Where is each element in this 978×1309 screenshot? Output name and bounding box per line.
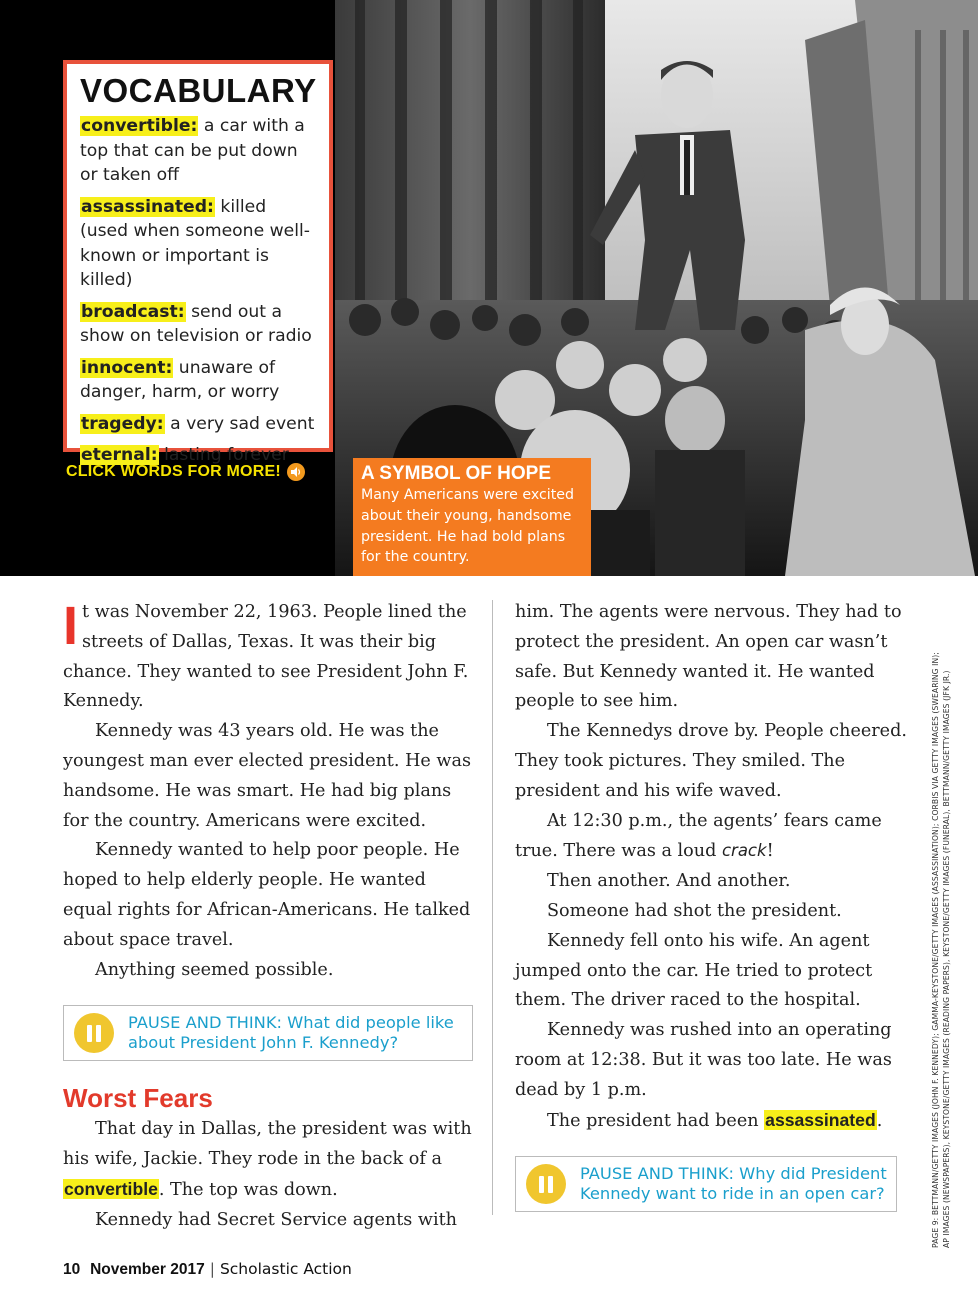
article-column-left xyxy=(63,598,477,1236)
vocab-definition: a car with a top that can be put down or taken off xyxy=(80,116,305,185)
paragraph: Kennedy wanted to help poor people. He hoped to help elderly people. He wanted equal rights for African-Americans. He talked about space travel. xyxy=(63,840,471,950)
vocabulary-title: VOCABULARY xyxy=(80,72,317,109)
credits-line: PAGE 9: BETTMANN/GETTY IMAGES (JOHN F. KENNEDY); GAMMA-KEYSTONE/GETTY IMAGES (ASSASSINATION); CORBIS VIA GETTY IMAGES (SWEARING IN); xyxy=(931,651,940,1248)
caption-title: A SYMBOL OF HOPE xyxy=(361,463,552,484)
hero-section xyxy=(0,0,978,576)
click-words-button[interactable] xyxy=(66,463,305,481)
vocab-entry-assassinated[interactable] xyxy=(80,195,317,293)
click-words-label: CLICK WORDS FOR MORE! xyxy=(66,463,281,480)
paragraph: Kennedy fell onto his wife. An agent jumped onto the car. He tried to protect them. The driver raced to the hospital. xyxy=(515,930,873,1011)
vocab-term[interactable]: convertible: xyxy=(81,116,198,136)
paragraph: The Kennedys drove by. People cheered. They took pictures. They smiled. The president and his wife waved. xyxy=(515,721,907,801)
vocabulary-box xyxy=(63,60,333,465)
page-footer xyxy=(63,1260,352,1279)
vocab-link-convertible[interactable]: convertible xyxy=(64,1178,158,1199)
column-divider xyxy=(492,600,493,1215)
vocab-definition: send out a show on television or radio xyxy=(80,301,312,346)
vocab-entry-convertible[interactable] xyxy=(80,114,317,188)
pause-question: PAUSE AND THINK: Why did President Kennedy want to ride in an open car? xyxy=(580,1164,887,1204)
photo-caption xyxy=(353,458,591,576)
vocab-definition: a very sad event xyxy=(164,413,315,434)
vocab-term[interactable]: eternal: xyxy=(81,445,158,465)
caption-text: Many Americans were excited about their young, handsome president. He had bold plans for the country. xyxy=(361,487,575,566)
paragraph: That day in Dallas, the president was with his wife, Jackie. They rode in the back of a convertible. The top was down. xyxy=(63,1119,472,1200)
vocab-term[interactable]: assassinated: xyxy=(81,196,214,217)
paragraph: Kennedy was rushed into an operating room at 12:38. But it was too late. He was dead by 1 p.m. xyxy=(515,1020,892,1100)
italic-word: crack xyxy=(721,841,767,861)
photo-credits xyxy=(930,588,952,1248)
pause-icon xyxy=(74,1013,114,1053)
vocab-definition: unaware of danger, harm, or worry xyxy=(80,357,280,402)
section-heading: Worst Fears xyxy=(63,1083,213,1114)
paragraph: Then another. And another. xyxy=(547,871,791,892)
pause-and-think-box xyxy=(515,1156,897,1212)
vocab-entry-innocent[interactable] xyxy=(80,356,317,405)
publication-name: Scholastic Action xyxy=(219,1260,352,1278)
credits-line: AP IMAGES (NEWSPAPERS), KEYSTONE/GETTY IMAGES (READING PAPERS), KEYSTONE/GETTY IMAGES (FUNERAL), BETTMANN/GETTY IMAGES (JFK JR.) xyxy=(942,670,951,1248)
drop-cap: I xyxy=(63,596,79,656)
paragraph: Anything seemed possible. xyxy=(95,959,334,980)
vocab-definition: lasting forever xyxy=(158,445,289,465)
vocab-link-assassinated[interactable]: assassinated xyxy=(765,1109,876,1130)
pause-icon xyxy=(526,1164,566,1204)
vocab-term[interactable]: broadcast: xyxy=(81,301,185,322)
article-column-right xyxy=(515,598,927,1212)
vocab-term[interactable]: innocent: xyxy=(81,357,173,378)
speaker-icon[interactable] xyxy=(287,463,305,481)
paragraph: Kennedy had Secret Service agents with xyxy=(95,1209,458,1230)
paragraph: At 12:30 p.m., the agents’ fears came true. There was a loud crack! xyxy=(515,810,882,862)
page-number: 10 xyxy=(63,1261,81,1278)
vocab-entry-broadcast[interactable] xyxy=(80,300,317,349)
paragraph: The president had been assassinated. xyxy=(547,1109,883,1131)
paragraph: It was November 22, 1963. People lined the streets of Dallas, Texas. It was their big chance. They wanted to see President John F. Kennedy. xyxy=(63,596,469,712)
vocab-entry-tragedy[interactable] xyxy=(80,412,317,437)
pause-and-think-box xyxy=(63,1005,473,1061)
vocab-definition: killed (used when someone well-known or important is killed) xyxy=(80,196,311,290)
vocab-term[interactable]: tragedy: xyxy=(81,413,164,434)
pause-question: PAUSE AND THINK: What did people like about President John F. Kennedy? xyxy=(128,1013,454,1053)
footer-separator: | xyxy=(209,1260,215,1278)
issue-date: November 2017 xyxy=(90,1261,205,1278)
paragraph: him. The agents were nervous. They had to protect the president. An open car wasn’t safe. But Kennedy wanted it. He wanted people to see him. xyxy=(515,602,902,712)
paragraph: Kennedy was 43 years old. He was the youngest man ever elected president. He was handsome. He was smart. He had big plans for the country. Americans were excited. xyxy=(63,721,471,831)
paragraph: Someone had shot the president. xyxy=(547,900,842,921)
